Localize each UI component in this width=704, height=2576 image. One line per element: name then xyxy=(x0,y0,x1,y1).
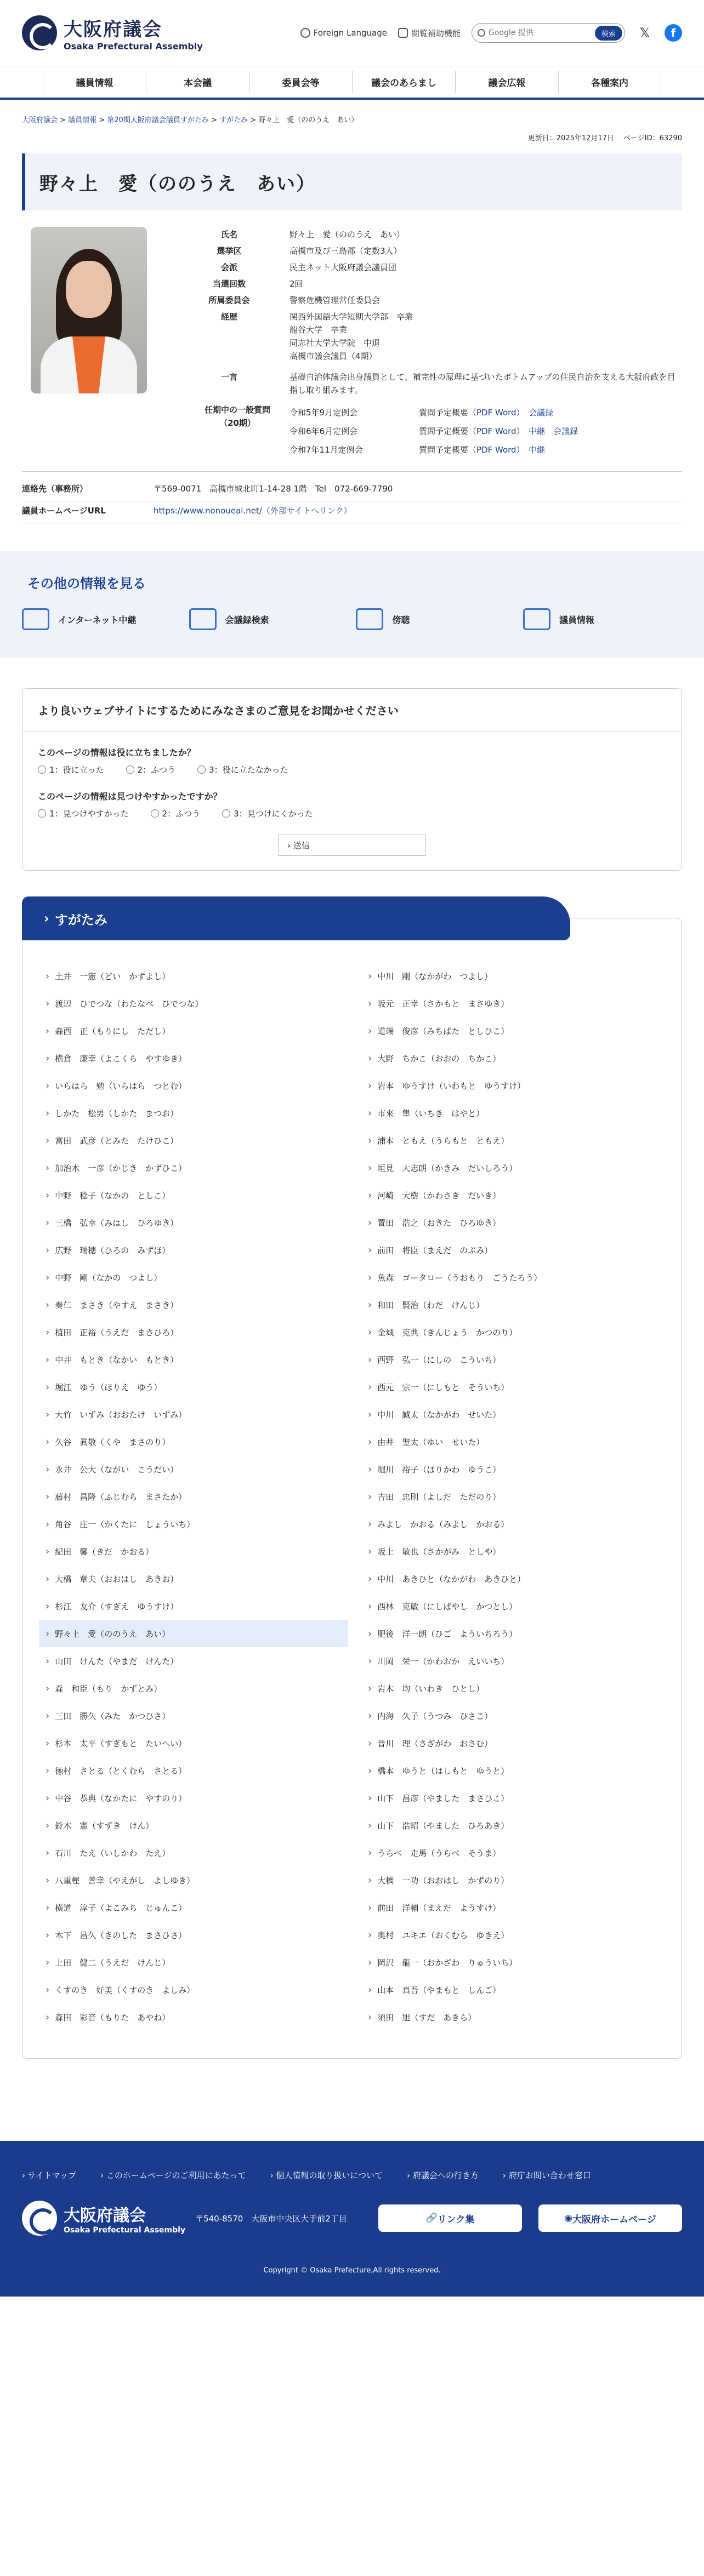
sugata-title: › すがたみ xyxy=(22,896,570,940)
member-link[interactable]: › 川岡 栄一（かわおか えいいち） xyxy=(361,1647,671,1675)
footer-address: 〒540-8570 大阪市中央区大手前2丁目 xyxy=(195,2213,347,2224)
value-name: 野々上 愛（ののうえ あい） xyxy=(289,230,405,239)
other-info-section xyxy=(0,551,704,658)
radio-useful-1[interactable]: 1：役に立った xyxy=(38,764,104,775)
breadcrumb-link[interactable]: 議員情報 xyxy=(68,116,97,124)
value-faction: 民主ネット大阪府議会議員団 xyxy=(289,262,397,272)
value-comment: 基礎自治体議会出身議員として、補完性の原理に基づいたボトムアップの住民自治を支える大阪府政を目指し取り組みます。 xyxy=(289,372,675,395)
document-search-icon xyxy=(189,608,217,630)
foreign-language-link[interactable]: Foreign Language xyxy=(300,28,387,38)
member-link[interactable]: › 横道 淳子（よこみち じゅんこ） xyxy=(39,1894,348,1921)
contact-section xyxy=(22,471,682,523)
member-link[interactable]: › 森 和臣（もり かずとみ） xyxy=(39,1675,348,1702)
member-link[interactable]: › 垣見 大志朗（かきみ だいしろう） xyxy=(361,1154,671,1181)
label-committee: 所属委員会 xyxy=(208,295,250,305)
member-link[interactable]: › 山田 けんた（やまだ けんた） xyxy=(39,1647,348,1675)
member-link[interactable]: › 堀川 裕子（ほりかわ ゆうこ） xyxy=(361,1455,671,1483)
member-list-left xyxy=(39,962,348,2031)
label-name: 氏名 xyxy=(220,230,237,239)
osaka-pref-button[interactable]: ◉ 大阪府ホームページ xyxy=(538,2204,682,2232)
member-link[interactable]: › 久谷 眞敬（くや まさのり） xyxy=(39,1428,348,1455)
member-link[interactable]: › 杉本 太平（すぎもと たいへい） xyxy=(39,1729,348,1757)
member-link[interactable]: › 石川 たえ（いしかわ たえ） xyxy=(39,1839,348,1866)
gnav-guide[interactable]: 各種案内 xyxy=(558,71,661,93)
accessibility-link[interactable]: 閲覧補助機能 xyxy=(398,27,461,39)
homepage-label: 議員ホームページURL xyxy=(22,506,106,516)
contact-value: 〒569-0071 高槻市城北町1-14-28 1階 Tel 072-669-7790 xyxy=(154,484,393,494)
member-link[interactable]: › 鈴木 憲（すずき けん） xyxy=(39,1812,348,1839)
member-link[interactable]: › 岩本 ゆうすけ（いわもと ゆうすけ） xyxy=(361,1072,671,1099)
breadcrumb-link[interactable]: 第20期大阪府議会議員すがたみ xyxy=(107,116,209,124)
minutes-link[interactable]: 会議録 xyxy=(529,408,554,418)
member-link[interactable]: › 植田 正裕（うえだ まさひろ） xyxy=(39,1318,348,1346)
pdf-word-link[interactable]: PDF Word xyxy=(476,445,516,455)
global-nav xyxy=(0,66,704,100)
member-link[interactable]: › 内海 久子（うつみ ひさこ） xyxy=(361,1702,671,1729)
pdf-word-link[interactable]: PDF Word xyxy=(476,426,516,436)
logo-title: 大阪府議会 xyxy=(64,19,162,41)
breadcrumb-link[interactable]: 大阪府議会 xyxy=(22,116,58,124)
breadcrumb-link[interactable]: すがたみ xyxy=(219,116,248,124)
label-district: 選挙区 xyxy=(217,246,242,256)
search-box xyxy=(472,23,625,43)
member-link[interactable]: › 中井 もとき（なかい もとき） xyxy=(39,1346,348,1373)
member-link[interactable]: › 山下 浩昭（やました ひろあき） xyxy=(361,1812,671,1839)
update-date: 更新日：2025年12月17日 ページID：63290 xyxy=(527,134,682,142)
osaka-logo-icon: ◉ xyxy=(564,2213,573,2224)
member-link[interactable]: › 杉江 友介（すぎえ ゆうすけ） xyxy=(39,1592,348,1620)
member-link[interactable]: › 橋本 ゆうと（はしもと ゆうと） xyxy=(361,1757,671,1784)
member-link[interactable]: › くすのき 好美（くすのき よしみ） xyxy=(39,1976,348,2003)
member-link[interactable]: › 中野 剛（なかの つよし） xyxy=(39,1264,348,1291)
value-career: 高槻市議会議員（4期） xyxy=(289,351,377,361)
member-link[interactable]: › 中川 誠太（なかがわ せいた） xyxy=(361,1401,671,1428)
radio-useful-2[interactable]: 2：ふつう xyxy=(126,764,176,775)
page-title: 野々上 愛（ののうえ あい） xyxy=(22,153,682,210)
x-icon[interactable]: 𝕏 xyxy=(639,25,650,41)
member-link[interactable]: › 肥後 洋一朗（ひご よういちろう） xyxy=(361,1620,671,1647)
member-link[interactable]: › 金城 克典（きんじょう かつのり） xyxy=(361,1318,671,1346)
site-footer xyxy=(0,2141,704,2297)
value-career: 同志社大学大学院 中退 xyxy=(289,338,381,348)
member-link[interactable]: › 和田 賢治（わだ けんじ） xyxy=(361,1291,671,1318)
member-link[interactable]: › 浦本 ともえ（うらもと ともえ） xyxy=(361,1127,671,1154)
member-link[interactable]: › 三橋 弘幸（みはし ひろゆき） xyxy=(39,1209,348,1236)
member-link[interactable]: › しかた 松男（しかた まつお） xyxy=(39,1099,348,1127)
member-link[interactable]: › 西林 克敏（にしばやし かつとし） xyxy=(361,1592,671,1620)
links-button[interactable]: 🔗 リンク集 xyxy=(378,2204,522,2232)
member-link[interactable]: › 河崎 大樹（かわさき だいき） xyxy=(361,1181,671,1209)
meeting-row: 令和5年9月定例会 質問予定概要（PDF Word） 会議録 xyxy=(289,408,554,418)
footer-logo[interactable]: 大阪府議会 Osaka Prefectural Assembly xyxy=(22,2201,185,2236)
member-link[interactable]: › 坂元 正幸（さかもと まさゆき） xyxy=(361,990,671,1017)
member-link[interactable]: › 魚森 ゴータロー（うおもり ごうたろう） xyxy=(361,1264,671,1291)
member-link[interactable]: › 須田 旭（すだ あきら） xyxy=(361,2003,671,2031)
label-comment: 一言 xyxy=(220,372,237,382)
value-district: 高槻市及び三島郡（定数3人） xyxy=(289,246,402,256)
member-link[interactable]: › 道端 俊彦（みちばた としひこ） xyxy=(361,1017,671,1044)
radio-findable-3[interactable]: 3：見つけにくかった xyxy=(222,808,313,819)
member-link[interactable]: › 森西 正（もりにし ただし） xyxy=(39,1017,348,1044)
member-link[interactable]: › 角谷 庄一（かくたに しょういち） xyxy=(39,1510,348,1538)
member-link[interactable]: › 岩木 均（いわき ひとし） xyxy=(361,1675,671,1702)
search-button[interactable]: 検索 xyxy=(595,26,622,41)
breadcrumb: 大阪府議会 > 議員情報 > 第20期大阪府議会議員すがたみ > すがたみ > 野々上 愛（ののうえ あい） xyxy=(22,116,359,124)
radio-findable-2[interactable]: 2：ふつう xyxy=(151,808,201,819)
question-findable: このページの情報は見つけやすかったですか？ xyxy=(38,791,222,802)
member-link[interactable]: › 紀田 馨（きだ かおる） xyxy=(39,1538,348,1565)
monitor-icon xyxy=(22,608,49,630)
member-link[interactable]: › 置田 浩之（おきた ひろゆき） xyxy=(361,1209,671,1236)
globe-icon xyxy=(300,28,310,38)
sugata-section xyxy=(22,911,682,2059)
member-link[interactable]: › 西元 宗一（にしもと そういち） xyxy=(361,1373,671,1401)
value-committee: 警察危機管理常任委員会 xyxy=(289,295,381,305)
minutes-search-link[interactable]: 会議録検索 xyxy=(189,608,348,630)
label-career: 経歴 xyxy=(220,312,237,322)
value-career: 関西外国語大学短期大学部 卒業 xyxy=(289,312,413,322)
gnav-pr[interactable]: 議会広報 xyxy=(455,71,558,93)
internet-broadcast-link[interactable]: インターネット中継 xyxy=(22,608,181,630)
member-link[interactable]: › 吉田 忠則（よしだ ただのり） xyxy=(361,1483,671,1510)
member-list-right xyxy=(361,962,671,2031)
member-info-link[interactable]: 議員情報 xyxy=(523,608,682,630)
logo-subtitle: Osaka Prefectural Assembly xyxy=(64,41,203,52)
gnav-overview[interactable]: 議会のあらまし xyxy=(352,71,455,93)
profile-section xyxy=(0,210,704,459)
member-link[interactable]: › 奏仁 まさき（やすえ まさき） xyxy=(39,1291,348,1318)
member-link[interactable]: › 大野 ちかこ（おおの ちかこ） xyxy=(361,1044,671,1072)
value-elected: 2回 xyxy=(289,279,303,289)
member-link[interactable]: › 土井 一憲（どい かずよし） xyxy=(39,962,348,990)
member-link[interactable]: › 由井 聖太（ゆい せいた） xyxy=(361,1428,671,1455)
chair-icon xyxy=(356,608,383,630)
meeting-row: 令和6年6月定例会 質問予定概要（PDF Word） 中継 会議録 xyxy=(289,426,578,436)
gnav-members[interactable]: 議員情報 xyxy=(43,71,146,93)
member-link[interactable]: › 中谷 恭典（なかたに やすのり） xyxy=(39,1784,348,1812)
profile-table xyxy=(180,227,682,459)
member-link[interactable]: › 渡辺 ひでつな（わたなべ ひでつな） xyxy=(39,990,348,1017)
footer-link[interactable]: › 個人情報の取り扱いについて xyxy=(270,2169,383,2181)
member-photo xyxy=(31,227,147,393)
member-link[interactable]: › 岡沢 龍一（おかざわ りゅういち） xyxy=(361,1949,671,1976)
link-icon: 🔗 xyxy=(425,2213,438,2224)
feedback-form xyxy=(22,688,682,871)
label-questions: 任期中の一般質問（20期） xyxy=(204,405,270,428)
member-link[interactable]: › 大橋 章夫（おおはし あきお） xyxy=(39,1565,348,1592)
member-link[interactable]: › 八重樫 善幸（やえがし よしゆき） xyxy=(39,1866,348,1894)
observation-link[interactable]: 傍聴 xyxy=(356,608,515,630)
member-link[interactable]: › 坂上 敏也（さかがみ としや） xyxy=(361,1538,671,1565)
radio-findable-1[interactable]: 1：見つけやすかった xyxy=(38,808,129,819)
logo-mark-icon xyxy=(22,15,57,50)
label-elected: 当選回数 xyxy=(212,279,246,289)
people-icon xyxy=(523,608,550,630)
member-link[interactable]: › 野々上 愛（ののうえ あい） xyxy=(39,1620,348,1647)
radio-useful-3[interactable]: 3：役に立たなかった xyxy=(197,764,288,775)
member-link[interactable]: › 前田 洋輔（まえだ ようすけ） xyxy=(361,1894,671,1921)
member-link[interactable]: › 山下 昌彦（やました まさひこ） xyxy=(361,1784,671,1812)
search-input[interactable] xyxy=(489,28,595,37)
question-useful: このページの情報は役に立ちましたか？ xyxy=(38,747,196,758)
logo-mark-icon xyxy=(22,2201,57,2236)
footer-link[interactable]: › このホームページのご利用にあたって xyxy=(100,2169,246,2181)
other-info-title: その他の情報を見る xyxy=(27,576,146,591)
pdf-word-link[interactable]: PDF Word xyxy=(476,408,516,418)
search-icon xyxy=(478,29,485,37)
footer-link[interactable]: › 府庁お問い合わせ窓口 xyxy=(503,2169,591,2181)
meeting-row: 令和7年11月定例会 質問予定概要（PDF Word） 中継 xyxy=(289,445,546,455)
member-link[interactable]: › 大竹 いずみ（おおたけ いずみ） xyxy=(39,1401,348,1428)
member-link[interactable]: › 加治木 一彦（かじき かずひこ） xyxy=(39,1154,348,1181)
member-link[interactable]: › 富田 武彦（とみた たけひこ） xyxy=(39,1127,348,1154)
member-link[interactable]: › 奥村 ユキエ（おくむら ゆきえ） xyxy=(361,1921,671,1949)
footer-links xyxy=(22,2169,682,2181)
member-link[interactable]: › 中野 稔子（なかの としこ） xyxy=(39,1181,348,1209)
value-career: 龍谷大学 卒業 xyxy=(289,325,348,335)
member-link[interactable]: › 前田 将臣（まえだ のぶみ） xyxy=(361,1236,671,1264)
member-link[interactable]: › 市來 隼（いちき はやと） xyxy=(361,1099,671,1127)
member-link[interactable]: › 大橋 一功（おおはし かずのり） xyxy=(361,1866,671,1894)
member-link[interactable]: › 中川 剛（なかがわ つよし） xyxy=(361,962,671,990)
member-link[interactable]: › 堀江 ゆう（ほりえ ゆう） xyxy=(39,1373,348,1401)
gnav-plenary[interactable]: 本会議 xyxy=(146,71,249,93)
member-link[interactable]: › 広野 瑞穂（ひろの みずほ） xyxy=(39,1236,348,1264)
member-link[interactable]: › 永井 公大（ながい こうだい） xyxy=(39,1455,348,1483)
footer-link[interactable]: › サイトマップ xyxy=(22,2169,76,2181)
broadcast-link[interactable]: 中継 会議録 xyxy=(529,426,578,436)
label-faction: 会派 xyxy=(220,262,237,272)
facebook-icon[interactable]: f xyxy=(665,24,682,42)
contact-label: 連絡先（事務所） xyxy=(22,484,88,494)
member-link[interactable]: › 徳村 さとる（とくむら さとる） xyxy=(39,1757,348,1784)
member-link[interactable]: › うらべ 走馬（うらべ そうま） xyxy=(361,1839,671,1866)
member-link[interactable]: › 晉川 理（さざがわ おさむ） xyxy=(361,1729,671,1757)
copyright: Copyright © Osaka Prefecture,All rights reserved. xyxy=(263,2266,441,2275)
member-link[interactable]: › 西野 弘一（にしの こういち） xyxy=(361,1346,671,1373)
member-link[interactable]: › 木下 昌久（きのした まさひさ） xyxy=(39,1921,348,1949)
member-link[interactable]: › 中川 あきひと（なかがわ あきひと） xyxy=(361,1565,671,1592)
site-logo[interactable] xyxy=(22,14,203,52)
submit-button[interactable]: › 送信 xyxy=(278,835,426,856)
homepage-link[interactable]: https://www.nonoueai.net/（外部サイトへリンク） xyxy=(154,506,352,516)
member-link[interactable]: › みよし かおる（みよし かおる） xyxy=(361,1510,671,1538)
member-link[interactable]: › 上田 健二（うえだ けんじ） xyxy=(39,1949,348,1976)
footer-link[interactable]: › 府議会への行き方 xyxy=(407,2169,479,2181)
member-link[interactable]: › 三田 勝久（みた かつひさ） xyxy=(39,1702,348,1729)
feedback-title: より良いウェブサイトにするためにみなさまのご意見をお聞かせください xyxy=(22,702,682,732)
accessibility-icon xyxy=(398,28,408,38)
member-link[interactable]: › いらはら 勉（いらはら つとむ） xyxy=(39,1072,348,1099)
member-link[interactable]: › 横倉 廉幸（よこくら やすゆき） xyxy=(39,1044,348,1072)
member-link[interactable]: › 藤村 昌隆（ふじむら まさたか） xyxy=(39,1483,348,1510)
member-link[interactable]: › 森田 彩音（もりた あやね） xyxy=(39,2003,348,2031)
broadcast-link[interactable]: 中継 xyxy=(529,445,546,455)
breadcrumb-current: 野々上 愛（ののうえ あい） xyxy=(258,116,359,124)
gnav-committees[interactable]: 委員会等 xyxy=(249,71,352,93)
site-header xyxy=(0,0,704,66)
member-link[interactable]: › 山本 真吾（やまもと しんご） xyxy=(361,1976,671,2003)
